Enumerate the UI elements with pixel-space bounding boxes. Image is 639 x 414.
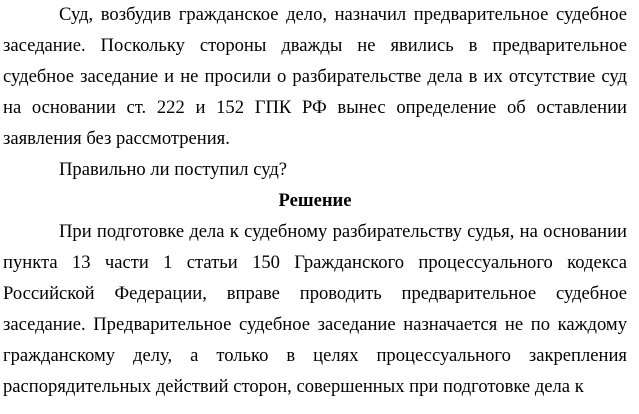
task-paragraph: Суд, возбудив гражданское дело, назначил предварительное судебное заседание. Поскольку стороны дважды не явились в предварительное судебное заседание и не просили о разбирательстве дела в их отсутствие суд на основании ст. 222 и 152 ГПК РФ вынес определение об оставлении заявления без рассмотрения. <box>3 4 627 149</box>
task-question: Правильно ли поступил суд? <box>59 159 288 180</box>
solution-paragraph: При подготовке дела к судебному разбирательству судья, на основании пункта 13 части 1 статьи 150 Гражданского процессуального кодекса Российской Федерации, вправе проводить предварительное судебное заседание. Предварительное судебное заседание назначается не по каждому гражданскому делу, а только в целях процессуального закрепления распорядительных действий сторон, совершенных при подготовке дела к <box>3 221 627 397</box>
document-page <box>3 0 627 402</box>
solution-heading: Решение <box>278 190 352 211</box>
